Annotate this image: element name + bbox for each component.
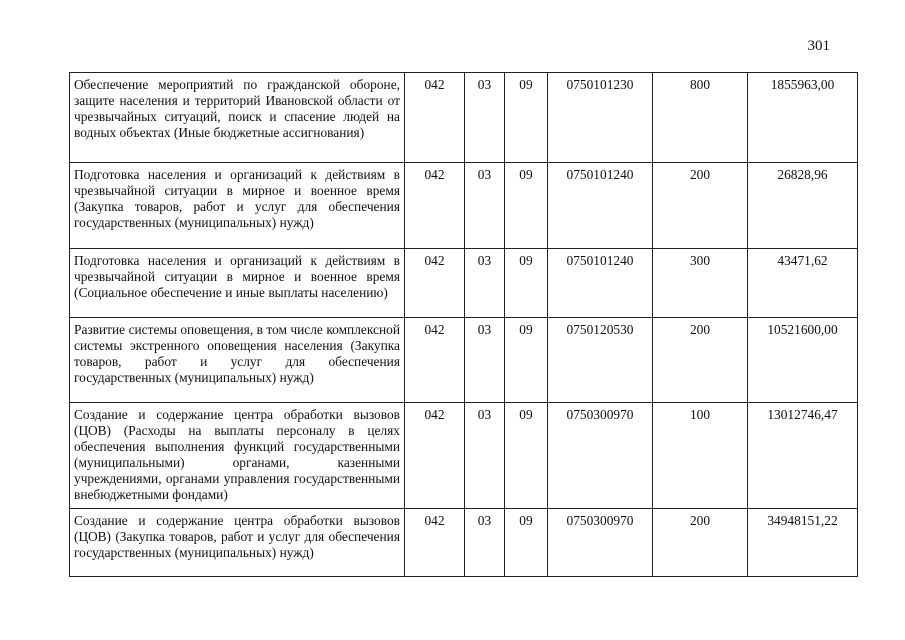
row-target-article: 0750101240	[548, 249, 653, 318]
row-description: Подготовка населения и организаций к действиям в чрезвычайной ситуации в мирное и военное время (Закупка товаров, работ и услуг для обеспечения государственных (муниципальных) нужд)	[70, 163, 405, 249]
row-grbs-code: 042	[405, 318, 465, 403]
budget-table	[69, 72, 858, 577]
row-expense-type: 100	[653, 403, 748, 509]
row-amount: 43471,62	[748, 249, 858, 318]
row-section-code: 03	[465, 509, 505, 577]
row-amount: 13012746,47	[748, 403, 858, 509]
row-amount: 34948151,22	[748, 509, 858, 577]
table-row	[70, 73, 858, 163]
row-description: Обеспечение мероприятий по гражданской обороне, защите населения и территорий Ивановской области от чрезвычайных ситуаций, поиск и спасение людей на водных объектах (Иные бюджетные ассигнования)	[70, 73, 405, 163]
row-section-code: 03	[465, 249, 505, 318]
row-description: Подготовка населения и организаций к действиям в чрезвычайной ситуации в мирное и военное время (Социальное обеспечение и иные выплаты населению)	[70, 249, 405, 318]
row-section-code: 03	[465, 73, 505, 163]
row-target-article: 0750300970	[548, 509, 653, 577]
row-amount: 26828,96	[748, 163, 858, 249]
row-grbs-code: 042	[405, 73, 465, 163]
page-number: 301	[807, 38, 830, 54]
table-row	[70, 163, 858, 249]
row-section-code: 03	[465, 318, 505, 403]
row-expense-type: 200	[653, 318, 748, 403]
row-section-code: 03	[465, 403, 505, 509]
table-row	[70, 403, 858, 509]
row-description: Создание и содержание центра обработки вызовов (ЦОВ) (Расходы на выплаты персоналу в целях обеспечения выполнения функций государственными (муниципальными) органами, казенными учреждениями, органами управления государственными внебюджетными фондами)	[70, 403, 405, 509]
row-target-article: 0750101240	[548, 163, 653, 249]
row-target-article: 0750300970	[548, 403, 653, 509]
row-subsection-code: 09	[505, 163, 548, 249]
row-expense-type: 300	[653, 249, 748, 318]
row-expense-type: 200	[653, 509, 748, 577]
row-grbs-code: 042	[405, 249, 465, 318]
row-section-code: 03	[465, 163, 505, 249]
row-target-article: 0750120530	[548, 318, 653, 403]
row-subsection-code: 09	[505, 249, 548, 318]
row-amount: 10521600,00	[748, 318, 858, 403]
row-grbs-code: 042	[405, 163, 465, 249]
row-subsection-code: 09	[505, 509, 548, 577]
row-subsection-code: 09	[505, 73, 548, 163]
row-amount: 1855963,00	[748, 73, 858, 163]
row-expense-type: 200	[653, 163, 748, 249]
row-subsection-code: 09	[505, 318, 548, 403]
row-expense-type: 800	[653, 73, 748, 163]
row-description: Создание и содержание центра обработки вызовов (ЦОВ) (Закупка товаров, работ и услуг для обеспечения государственных (муниципальных) нужд)	[70, 509, 405, 577]
table-row	[70, 249, 858, 318]
row-description: Развитие системы оповещения, в том числе комплексной системы экстренного оповещения населения (Закупка товаров, работ и услуг для обеспечения государственных (муниципальных) нужд)	[70, 318, 405, 403]
row-grbs-code: 042	[405, 509, 465, 577]
row-subsection-code: 09	[505, 403, 548, 509]
row-target-article: 0750101230	[548, 73, 653, 163]
row-grbs-code: 042	[405, 403, 465, 509]
table-row	[70, 509, 858, 577]
table-row	[70, 318, 858, 403]
